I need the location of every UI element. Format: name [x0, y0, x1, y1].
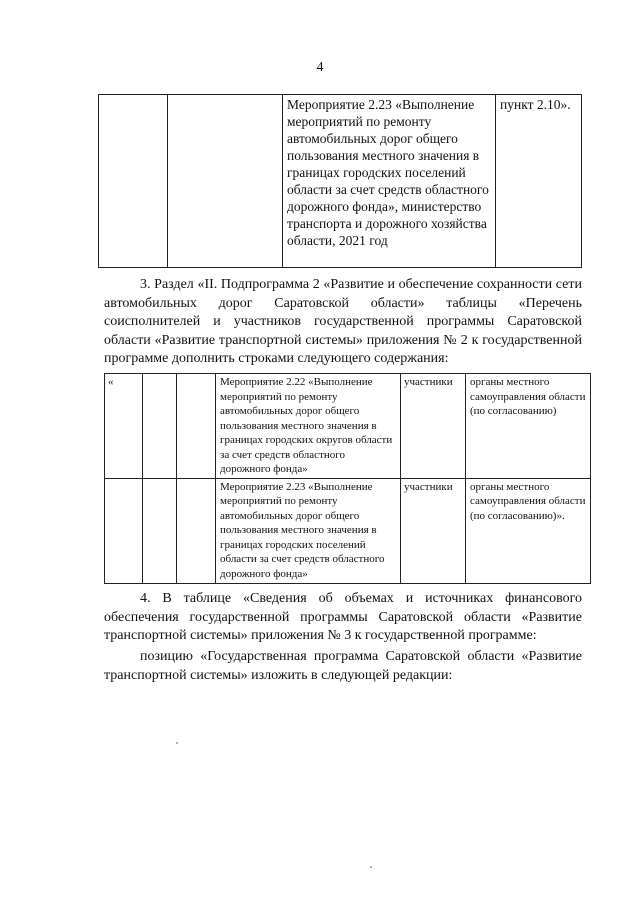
table-row: [99, 95, 582, 268]
table-row: [105, 478, 591, 583]
table-cell-activity: Мероприятие 2.23 «Выполнение мероприятий по ремонту автомобильных дорог общего пользования местного значения в границах городских поселений области за счет средств областного дорожного фонда»: [216, 478, 401, 583]
scan-speck: [370, 866, 372, 868]
table-row: [105, 374, 591, 479]
page-number: 4: [316, 60, 324, 75]
table-cell-empty: [143, 478, 177, 583]
table-continuation: [98, 94, 582, 268]
table-cell-empty: [177, 374, 216, 479]
table-cell-quote: «: [105, 374, 143, 479]
table-cell-activity: Мероприятие 2.22 «Выполнение мероприятий по ремонту автомобильных дорог общего пользования местного значения в границах городских округов области за счет средств областного дорожного фонда»: [216, 374, 401, 479]
table-cell-quote: [105, 478, 143, 583]
table-cell-role: участники: [401, 374, 466, 479]
table-cell-activity: Мероприятие 2.23 «Выполнение мероприятий по ремонту автомобильных дорог общего пользования местного значения в границах городских поселений области за счет средств областного дорожного фонда», министерство транспорта и дорожного хозяйства области, 2021 год: [283, 95, 496, 268]
table-insert-rows: [104, 373, 591, 584]
table-cell-empty: [99, 95, 168, 268]
paragraph-4: 4. В таблице «Сведения об объемах и источниках финансового обеспечения государственной программы Саратовской области «Развитие транспортной системы» приложения № 3 к государственной программе:: [104, 591, 582, 643]
paragraph-3: 3. Раздел «II. Подпрограмма 2 «Развитие и обеспечение сохранности сети автомобильных дорог Саратовской области» таблицы «Перечень соисполнителей и участников государственной программы Саратовской области «Развитие транспортной системы» приложения № 2 к государственной программе дополнить строками следующего содержания:: [104, 277, 582, 366]
table-cell-organization: органы местного самоуправления области (по согласованию)».: [466, 478, 591, 583]
table-cell-empty: [168, 95, 283, 268]
table-cell-empty: [177, 478, 216, 583]
table-cell-empty: [143, 374, 177, 479]
scan-speck: [176, 742, 178, 744]
table-cell-role: участники: [401, 478, 466, 583]
table-cell-reference: пункт 2.10».: [496, 95, 582, 268]
paragraph-5: позицию «Государственная программа Саратовской области «Развитие транспортной системы» изложить в следующей редакции:: [104, 649, 582, 683]
table-cell-organization: органы местного самоуправления области (по согласованию): [466, 374, 591, 479]
